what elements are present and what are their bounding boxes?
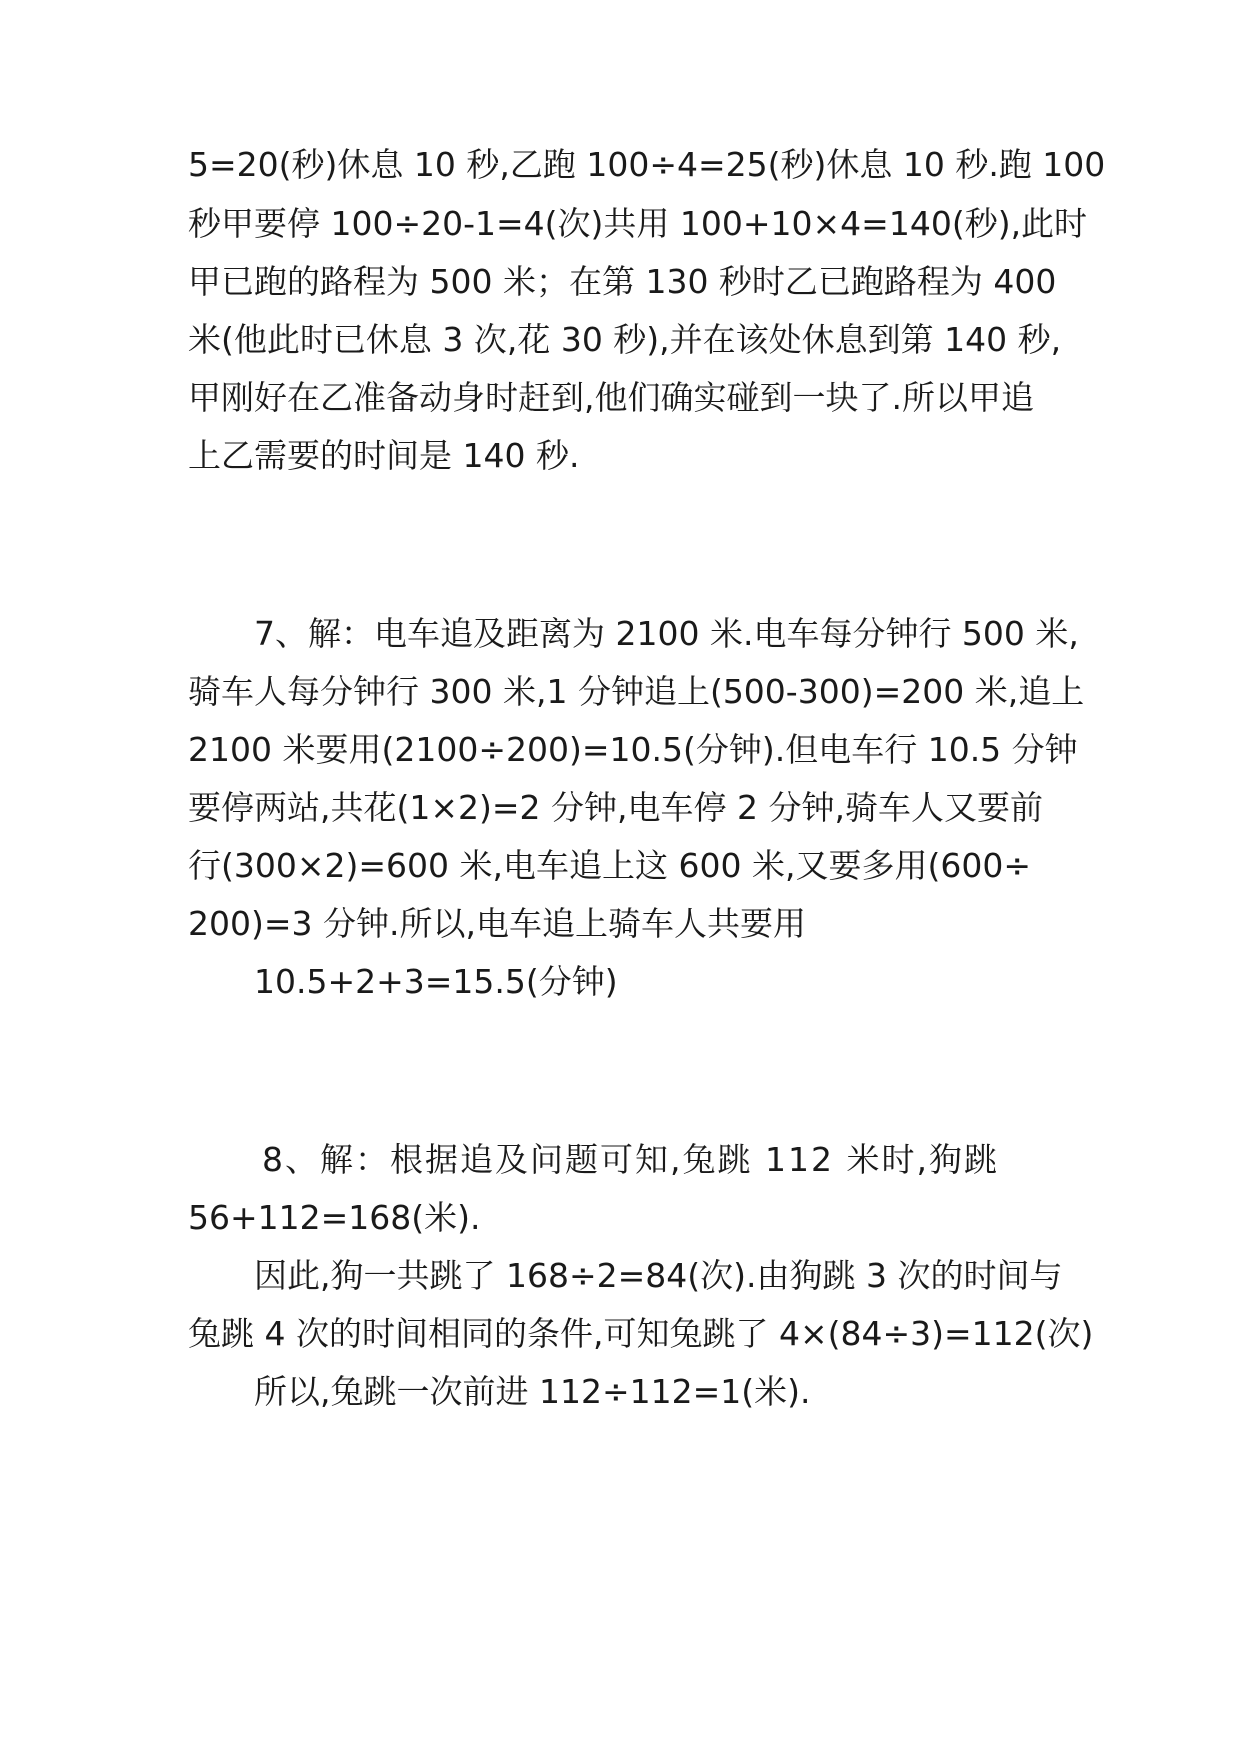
text-line: 行(300×2)=600 米,电车追上这 600 米,又要多用(600÷ bbox=[188, 846, 1031, 885]
formula-line: 10.5+2+3=15.5(分钟) bbox=[254, 962, 618, 1001]
text-line: 所以,兔跳一次前进 112÷112=1(米). bbox=[254, 1372, 811, 1411]
text-line: 甲已跑的路程为 500 米；在第 130 秒时乙已跑路程为 400 bbox=[188, 262, 1057, 301]
text-line: 上乙需要的时间是 140 秒. bbox=[188, 436, 580, 475]
text-line: 要停两站,共花(1×2)=2 分钟,电车停 2 分钟,骑车人又要前 bbox=[188, 788, 1043, 827]
text-line: 秒甲要停 100÷20-1=4(次)共用 100+10×4=140(秒),此时 bbox=[188, 204, 1088, 243]
text-line: 56+112=168(米). bbox=[188, 1198, 481, 1237]
text-line: 5=20(秒)休息 10 秒,乙跑 100÷4=25(秒)休息 10 秒.跑 100 bbox=[188, 145, 1106, 184]
text-line: 2100 米要用(2100÷200)=10.5(分钟).但电车行 10.5 分钟 bbox=[188, 730, 1078, 769]
text-line: 7、解：电车追及距离为 2100 米.电车每分钟行 500 米, bbox=[254, 614, 1079, 653]
text-line: 骑车人每分钟行 300 米,1 分钟追上(500-300)=200 米,追上 bbox=[188, 672, 1085, 711]
text-line: 8、解：根据追及问题可知,兔跳 112 米时,狗跳 bbox=[262, 1140, 999, 1179]
text-line: 兔跳 4 次的时间相同的条件,可知兔跳了 4×(84÷3)=112(次) bbox=[188, 1314, 1094, 1353]
text-line: 因此,狗一共跳了 168÷2=84(次).由狗跳 3 次的时间与 bbox=[254, 1256, 1063, 1295]
text-line: 200)=3 分钟.所以,电车追上骑车人共要用 bbox=[188, 904, 806, 943]
text-line: 甲刚好在乙准备动身时赶到,他们确实碰到一块了.所以甲追 bbox=[188, 378, 1034, 417]
text-line: 米(他此时已休息 3 次,花 30 秒),并在该处休息到第 140 秒, bbox=[188, 320, 1062, 359]
